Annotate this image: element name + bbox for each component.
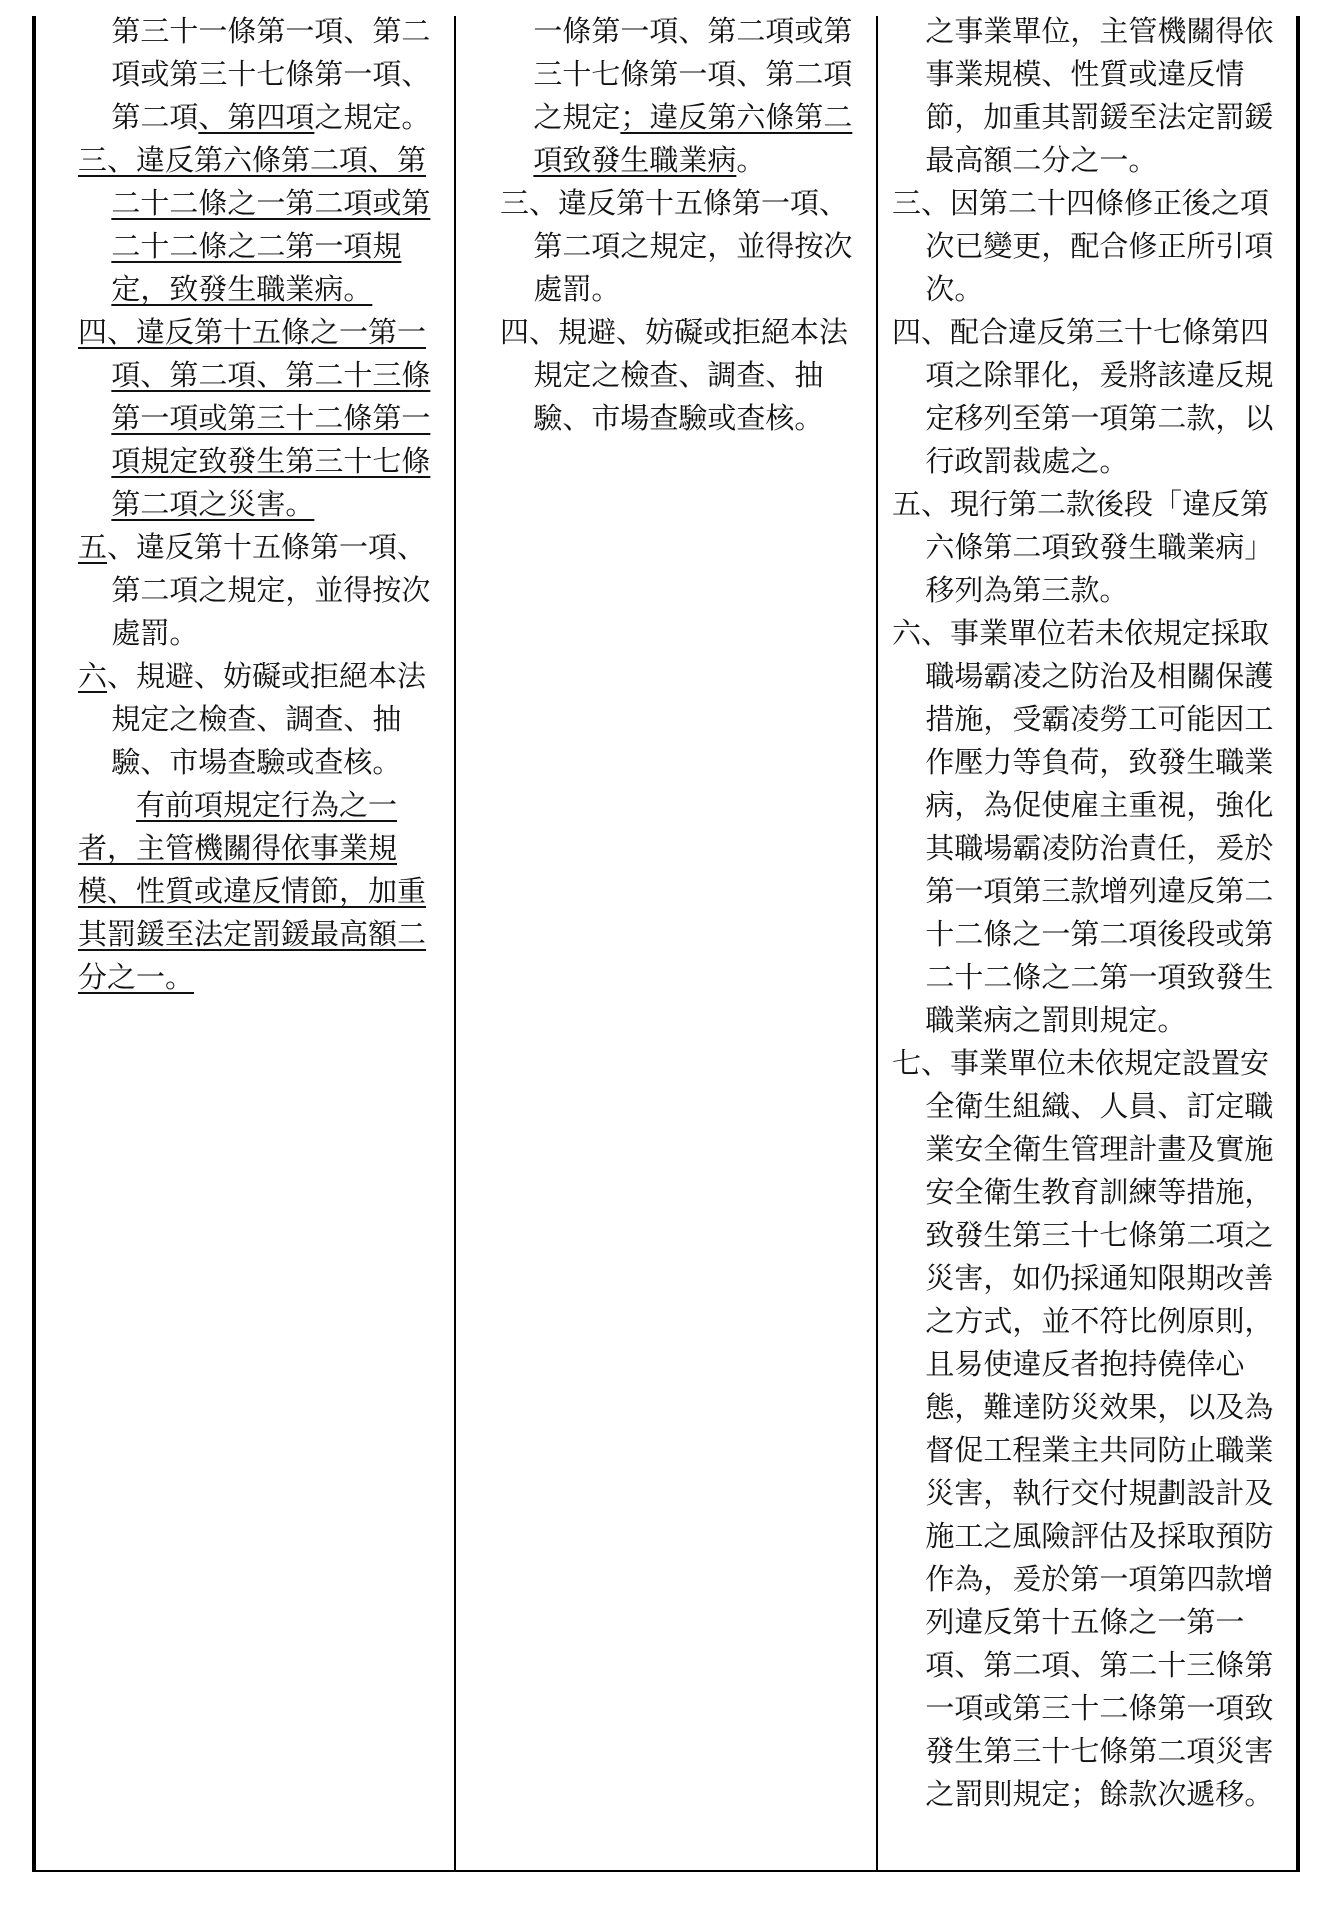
added-text: 有前項規定行為之一者，主管機關得依事業規模、性質或違反情節，加重其罰鍰至法定罰鍰最高額二分之一。 (78, 788, 427, 994)
continued-clause-end: 。 (736, 143, 766, 177)
changed-text: ；違反第六條第二項致發生職業病 (533, 100, 853, 177)
added-item-number: 六 (78, 659, 108, 693)
column-divider-1 (454, 16, 456, 1870)
column-divider-2 (876, 16, 878, 1870)
explanation-item-5: 五、現行第二款後段「違反第六條第二項致發生職業病」移列為第三款。 (892, 487, 1274, 607)
added-text: 四、違反第十五條之一第一項、第二項、第二十三條第一項或第三十二條第一項規定致發生第三十七條第二項之災害。 (78, 315, 431, 521)
added-text: 、第四項 (198, 100, 315, 134)
clause-item-5 (78, 526, 448, 655)
explanation-item-4: 四、配合違反第三十七條第四項之除罪化，爰將該違反規定移列至第一項第二款，以行政罰裁處之。 (892, 315, 1274, 478)
added-item-number: 五 (78, 530, 108, 564)
explanation-column (892, 10, 1292, 1816)
clause-item-3 (78, 139, 448, 311)
explanation-continued: 之事業單位，主管機關得依事業規模、性質或違反情節，加重其罰鍰至法定罰鍰最高額二分之一。 (925, 14, 1274, 177)
explanation-item-6: 六、事業單位若未依規定採取職場霸凌之防治及相關保護措施，受霸凌勞工可能因工作壓力等負荷，致發生職業病，為促使雇主重視，強化其職場霸凌防治責任，爰於第一項第三款增列違反第二十二條之一第二項後段或第二十二條之二第一項致發生職業病之罰則規定。 (892, 616, 1274, 1037)
clause-item-4: 四、規避、妨礙或拒絕本法規定之檢查、調查、抽驗、市場查驗或查核。 (500, 315, 849, 435)
continued-clause (500, 10, 870, 182)
continued-clause-text: 第三十一條第一項、第二項或第三十七條第一項、第二項 (111, 14, 431, 134)
clause-item-3: 三、違反第十五條第一項、第二項之規定，並得按次處罰。 (500, 186, 853, 306)
current-text-column (500, 10, 870, 440)
clause-item-6 (78, 655, 448, 784)
clause-item-4 (78, 311, 448, 526)
clause-paragraph-2 (78, 784, 448, 999)
clause-item-text: 、規避、妨礙或拒絕本法規定之檢查、調查、抽驗、市場查驗或查核。 (107, 659, 427, 779)
clause-item-text: 、違反第十五條第一項、第二項之規定，並得按次處罰。 (107, 530, 431, 650)
explanation-item-3: 三、因第二十四條修正後之項次已變更，配合修正所引項次。 (892, 186, 1274, 306)
continued-clause-end: 之規定。 (314, 100, 431, 134)
continued-clause-text: 一條第一項、第二項或第三十七條第一項、第二項之規定 (533, 14, 853, 134)
amended-text-column (78, 10, 448, 999)
explanation-item-7: 七、事業單位未依規定設置安全衛生組織、人員、訂定職業安全衛生管理計畫及實施安全衛生教育訓練等措施，致發生第三十七條第二項之災害，如仍採通知限期改善之方式，並不符比例原則，且易使違反者抱持僥倖心態，難達防災效果，以及為督促工程業主共同防止職業災害，執行交付規劃設計及施工之風險評估及採取預防作為，爰於第一項第四款增列違反第十五條之一第一項、第二項、第二十三條第一項或第三十二條第一項致發生第三十七條第二項災害之罰則規定；餘款次遞移。 (892, 1046, 1274, 1811)
added-text: 三、違反第六條第二項、第二十二條之一第二項或第二十二條之二第一項規定，致發生職業病。 (78, 143, 431, 306)
continued-clause (78, 10, 448, 139)
